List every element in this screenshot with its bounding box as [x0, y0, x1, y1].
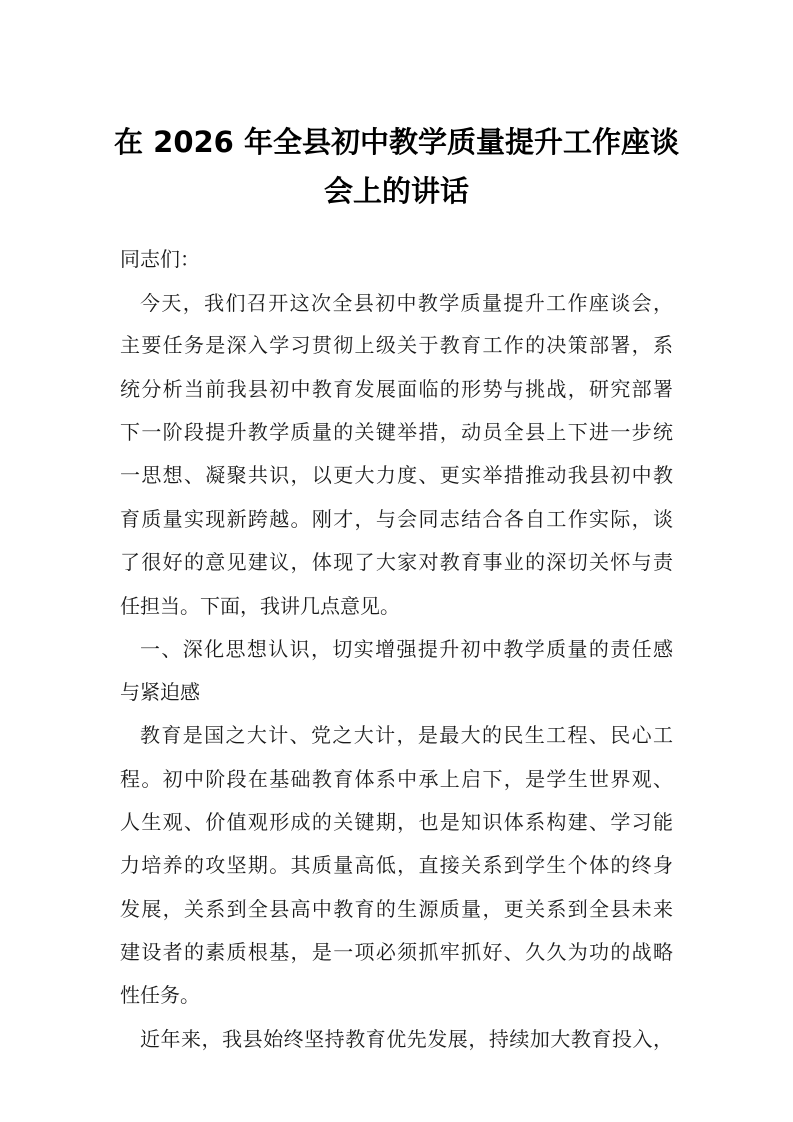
paragraph-line: 了很好的意见建议，体现了大家对教育事业的深切关怀与责 — [120, 550, 673, 574]
paragraph-line: 主要任务是深入学习贯彻上级关于教育工作的决策部署，系 — [120, 333, 673, 357]
paragraph-line: 今天，我们召开这次全县初中教学质量提升工作座谈会， — [140, 291, 673, 315]
paragraph-line: 育质量实现新跨越。刚才，与会同志结合各自工作实际，谈 — [120, 507, 673, 531]
paragraph-line: 统分析当前我县初中教育发展面临的形势与挑战，研究部署 — [120, 377, 673, 401]
paragraph-line: 力培养的攻坚期。其质量高低，直接关系到学生个体的终身 — [120, 853, 673, 877]
section-heading-line: 一、深化思想认识，切实增强提升初中教学质量的责任感 — [140, 637, 673, 661]
paragraph-line: 下一阶段提升教学质量的关键举措，动员全县上下进一步统 — [120, 420, 673, 444]
paragraph-line: 人生观、价值观形成的关键期，也是知识体系构建、学习能 — [120, 810, 673, 834]
paragraph-line: 发展，关系到全县高中教育的生源质量，更关系到全县未来 — [120, 897, 673, 921]
paragraph-line: 程。初中阶段在基础教育体系中承上启下，是学生世界观、 — [120, 767, 673, 791]
document-title-line-2: 会上的讲话 — [323, 174, 469, 208]
section-heading-line: 与紧迫感 — [120, 680, 200, 704]
paragraph-line: 建设者的素质根基，是一项必须抓牢抓好、久久为功的战略 — [120, 940, 673, 964]
paragraph-line: 教育是国之大计、党之大计，是最大的民生工程、民心工 — [140, 723, 673, 747]
document-title-line-1: 在 2026 年全县初中教学质量提升工作座谈 — [114, 125, 679, 159]
paragraph-line: 近年来，我县始终坚持教育优先发展，持续加大教育投入， — [140, 1027, 673, 1051]
salutation: 同志们： — [120, 247, 200, 271]
paragraph-line: 性任务。 — [120, 983, 200, 1007]
paragraph-line: 一思想、凝聚共识，以更大力度、更实举措推动我县初中教 — [120, 463, 673, 487]
paragraph-line: 任担当。下面，我讲几点意见。 — [120, 594, 400, 618]
